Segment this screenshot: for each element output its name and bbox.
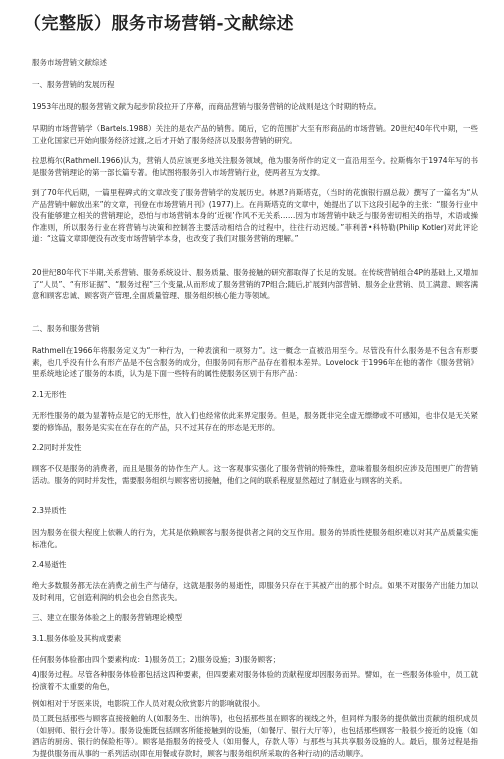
paragraph: 因为服务在很大程度上依赖人的行为，尤其是依赖顾客与服务提供者之间的交互作用。服务的异质性使服务组织难以对其产品质量实施标准化。 xyxy=(32,528,478,549)
paragraph: 4)服务过程。尽管各种服务体验都包括这四种要素，但四要素对服务体验的贡献程度却因服务而异。譬如，在一些服务体验中，员工就扮演着不太重要的角色， xyxy=(32,670,478,691)
subsection-heading: 2.4易逝性 xyxy=(32,560,67,569)
paragraph: 到了70年代后期，一篇里程碑式的文章改变了服务营销学的发展历史。林恩?肖斯塔克，（当时的花旗银行副总裁）撰写了一篇名为“从产品营销中解放出来”的文章，刊登在市场营销月刊》(1977)上。在肖斯塔克的文章中，她提出了以下这段引起争的主张：“服务行业中没有能够建立相关的营销理论，恐怕与市场营销本身的‘近视’作风不无关系……因为市场营销中缺乏与服务密切相关的指导，术语或操作准则，所以服务行业在将营销与决策和控制答主要活动相结合的过程中，往往行动迟缓。”菲利普•科特勒(Philip Kotler)对此评论道：“这篇文章即便没有改变市场营销学本身，也改变了我们对服务营销的理解。” xyxy=(32,188,478,244)
subsection-heading: 2.1无形性 xyxy=(32,390,67,399)
paragraph: 1953年出现的服务营销文献为起步阶段拉开了序幕，而商品营销与服务营销的论战则是这个时期的特点。 xyxy=(32,102,382,111)
subsection-heading: 3.1.服务体验及其构成要素 xyxy=(32,634,122,643)
paragraph: 例如相对于牙医来说，电影院工作人员对观众欣赏影片的影响就很小。 xyxy=(32,699,265,708)
paragraph: 绝大多数服务都无法在消费之前生产与储存，这就是服务的易逝性，即服务只存在于其被产出的那个时点。如果不对服务产出能力加以及时利用，它创造利润的机会也会自然丧失。 xyxy=(32,581,478,602)
paragraph: 任何服务体验都由四个要素构成：1)服务员工；2)服务设施；3)服务顾客； xyxy=(32,655,281,664)
section-heading-1: 一、服务营销的发展历程 xyxy=(32,80,115,89)
subsection-heading: 2.3异质性 xyxy=(32,506,67,515)
paragraph: 顾客不仅是服务的消费者，而且是服务的协作生产人。这一客观事实强化了服务营销的特殊性，意味着服务组织应涉及范围更广的营销活动。服务的同时并发性，需要服务组织与顾客密切接触，他们之间的联系程度显然超过了制造业与顾客的关系。 xyxy=(32,464,478,485)
paragraph-subtitle: 服务市场营销文献综述 xyxy=(32,58,107,67)
subsection-heading: 2.2同时并发性 xyxy=(32,443,82,452)
paragraph: Rathmell在1966年将服务定义为“一种行为，一种表演和一项努力”。这一概念一直被沿用至今。尽管没有什么服务是不包含有形要素，也几乎没有什么有形产品是不包含服务的成分，但服务同有形产品存在着根本差异。Lovelock 于1996年在他的著作《服务营销》里系统地论述了服务的本质，认为是下面一些特有的属性使服务区别于有形产品： xyxy=(32,346,478,379)
section-heading-2: 二、服务和服务营销 xyxy=(32,324,100,333)
paragraph: 早期的市场营销学（Bartels.1988）关注的是农产品的销售。随后，它的范围扩大至有形商品的市场营销。20世纪40年代中期，一些工业化国家已开始向服务经济过渡,之后才开始了服务经济以及服务营销的研究。 xyxy=(32,124,478,145)
paragraph: 20世纪80年代下半期,关系营销、服务系统设计、服务质量、服务接触的研究都取得了长足的发展。在传统营销组合4P的基础上,又增加了“人员”、“有形证据”、“服务过程”三个变量,从而形成了服务营销的7P组合;随后,扩展到内部营销、服务企业营销、员工满意、顾客满意和顾客忠诚、顾客资产管理,全面质量管理、服务组织核心能力等领域。 xyxy=(32,268,478,301)
paragraph: 拉思梅尔(Rathmell.1966)认为，营销人员应该更多地关注服务领域，他为服务所作的定义一直沿用至今。拉斯梅尔于1974年写的书是服务营销理论的第一部长篇专著。他试图将服务引入市场营销行业，使两者互为支撑。 xyxy=(32,156,478,177)
document-title: （完整版）服务市场营销-文献综述 xyxy=(24,14,295,34)
paragraph: 员工既包括那些与顾客直接接触的人(如服务生、出纳等)，也包括那些虽在顾客的视线之外，但同样为服务的提供做出贡献的组织成员（如厨师、银行会计等）。服务设施既包括顾客所能接触到的设施，（如餐厅、银行大厅等），也包括那些顾客一般很少接近的设施（如酒店的厨房、银行的保险柜等）。顾客是指服务的接受人（如用餐人，存款人等）与那些与其共享服务设施的人。最后，服务过程是指为提供服务而从事的一系列活动(即在用餐或存款时，顾客与服务组织所采取的各种行动)的活动顺序。 xyxy=(32,714,478,758)
section-heading-3: 三、建立在服务体验之上的服务营销理论模型 xyxy=(32,613,182,622)
paragraph: 无形性服务的最为显著特点是它的无形性，放入们也经常依此来界定服务。但是，服务既非完全虚无缥缈或不可感知，也非仅是无关紧要的修饰品，服务是实实在在存在的产品，只不过其存在的形态是无形的。 xyxy=(32,411,478,432)
